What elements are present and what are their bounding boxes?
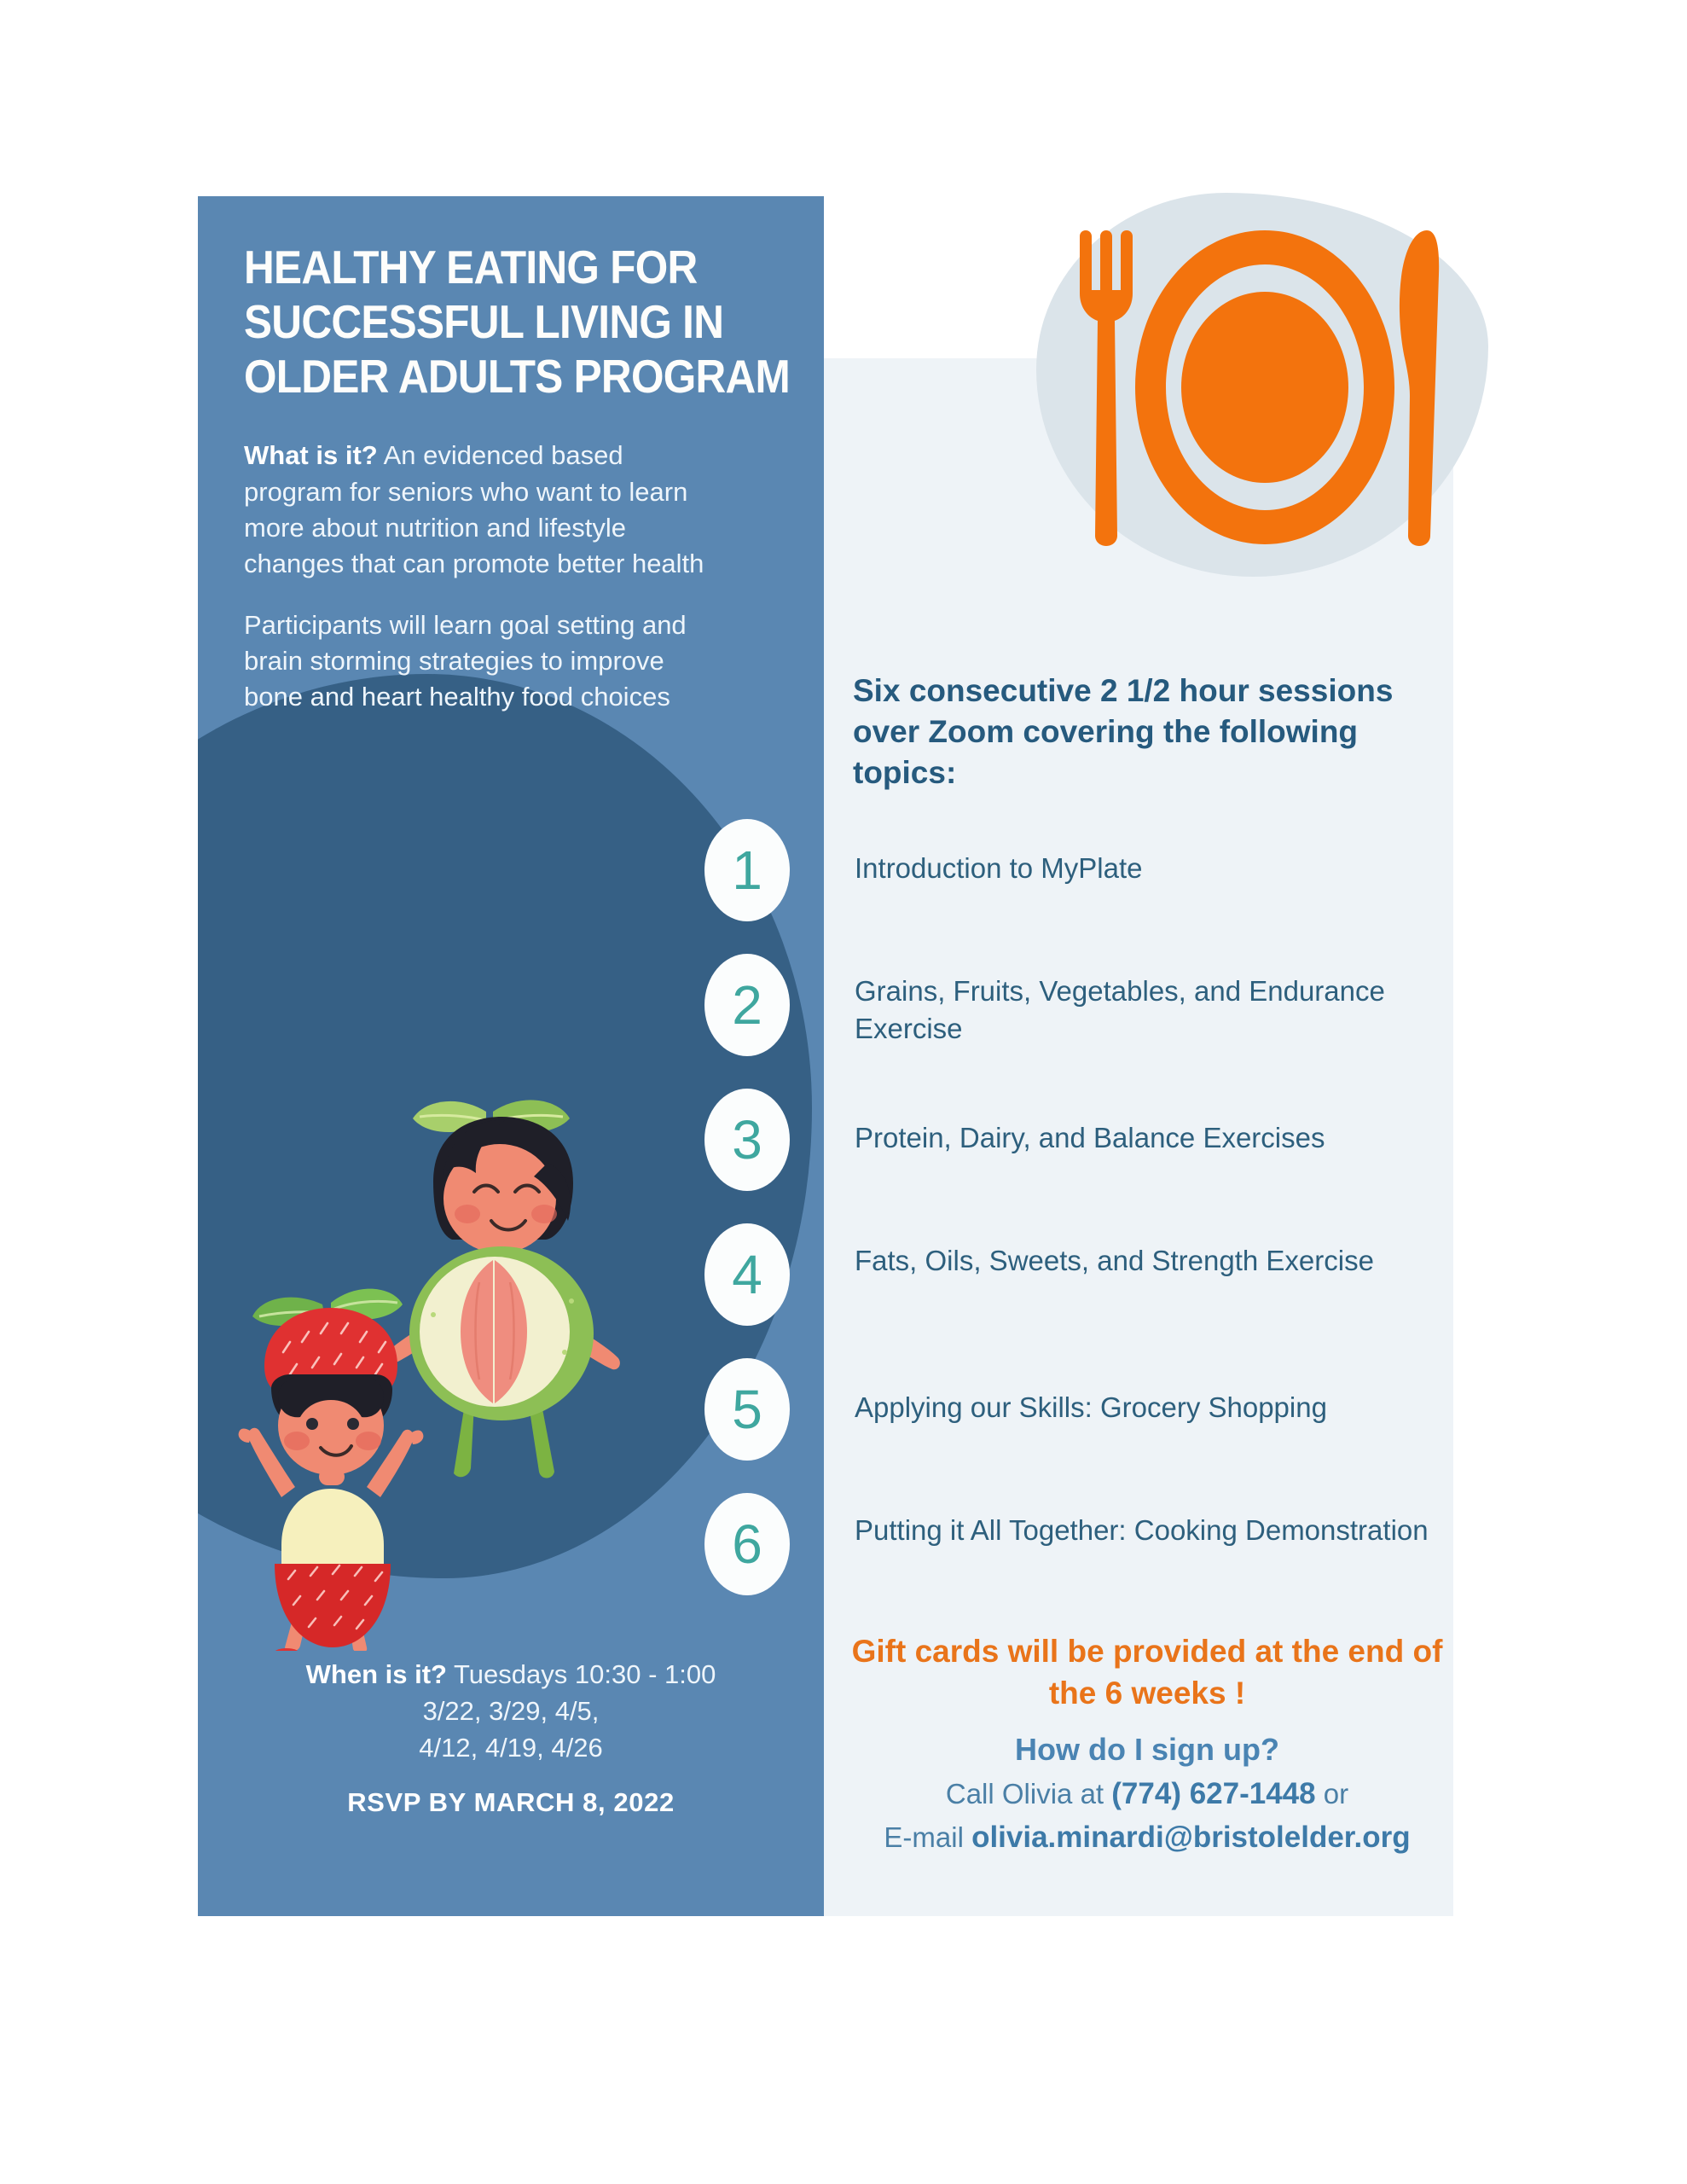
topic-row: [704, 1223, 1472, 1358]
topic-label: Introduction to MyPlate: [855, 852, 1143, 884]
page-title: HEALTHY EATING FOR SUCCESSFUL LIVING IN OLDER ADULTS PROGRAM: [244, 241, 791, 403]
sessions-heading: Six consecutive 2 1/2 hour sessions over Zoom covering the following topics:: [853, 673, 1394, 791]
call-suffix: or: [1315, 1778, 1349, 1809]
email-prefix: E-mail: [884, 1821, 972, 1853]
topic-number-badge: 4: [704, 1223, 790, 1326]
topic-label: Applying our Skills: Grocery Shopping: [855, 1391, 1327, 1423]
signup-heading: How do I sign up?: [1015, 1732, 1279, 1767]
when-is-it-line: [217, 1657, 805, 1693]
topic-row: [704, 1358, 1472, 1493]
topic-number-badge: 1: [704, 819, 790, 921]
topic-number-badge: 5: [704, 1358, 790, 1461]
signup-details: [819, 1773, 1475, 1860]
topic-row: [704, 1493, 1472, 1628]
what-is-it-paragraph: [244, 438, 722, 582]
topics-list: [704, 819, 1472, 1628]
topic-row: [704, 819, 1472, 954]
when-is-it-label: When is it?: [305, 1659, 447, 1689]
dates-line-1: 3/22, 3/29, 4/5,: [422, 1695, 600, 1726]
what-is-it-body: An evidenced based program for seniors who want to learn more about nutrition and lifestyle changes that can promote better health: [244, 440, 704, 578]
rsvp-deadline: RSVP BY MARCH 8, 2022: [347, 1787, 675, 1818]
email-line: [819, 1816, 1475, 1860]
dates-line-2: 4/12, 4/19, 4/26: [419, 1732, 603, 1763]
what-is-it-label: What is it?: [244, 440, 378, 471]
topic-row: [704, 1089, 1472, 1223]
when-is-it-block: [198, 1657, 824, 1821]
topic-label: Fats, Oils, Sweets, and Strength Exercise: [855, 1245, 1374, 1276]
call-prefix: Call Olivia at: [945, 1778, 1112, 1809]
email-address[interactable]: olivia.minardi@bristolelder.org: [971, 1820, 1411, 1854]
plate-fork-knife-icon: [1070, 224, 1454, 548]
participants-paragraph: Participants will learn goal setting and brain storming strategies to improve bone and heart healthy food choices: [244, 610, 687, 712]
when-is-it-value: Tuesdays 10:30 - 1:00: [446, 1659, 716, 1689]
phone-line: [819, 1773, 1475, 1816]
gift-cards-callout: Gift cards will be provided at the end of the 6 weeks !: [851, 1634, 1443, 1711]
topic-row: [704, 954, 1472, 1089]
topic-number-badge: 3: [704, 1089, 790, 1191]
topic-number-badge: 2: [704, 954, 790, 1056]
topic-label: Grains, Fruits, Vegetables, and Endurance Exercise: [855, 975, 1385, 1044]
topic-label: Putting it All Together: Cooking Demonstration: [855, 1514, 1429, 1546]
topic-label: Protein, Dairy, and Balance Exercises: [855, 1122, 1325, 1153]
phone-number[interactable]: (774) 627-1448: [1111, 1777, 1316, 1810]
topic-number-badge: 6: [704, 1493, 790, 1595]
